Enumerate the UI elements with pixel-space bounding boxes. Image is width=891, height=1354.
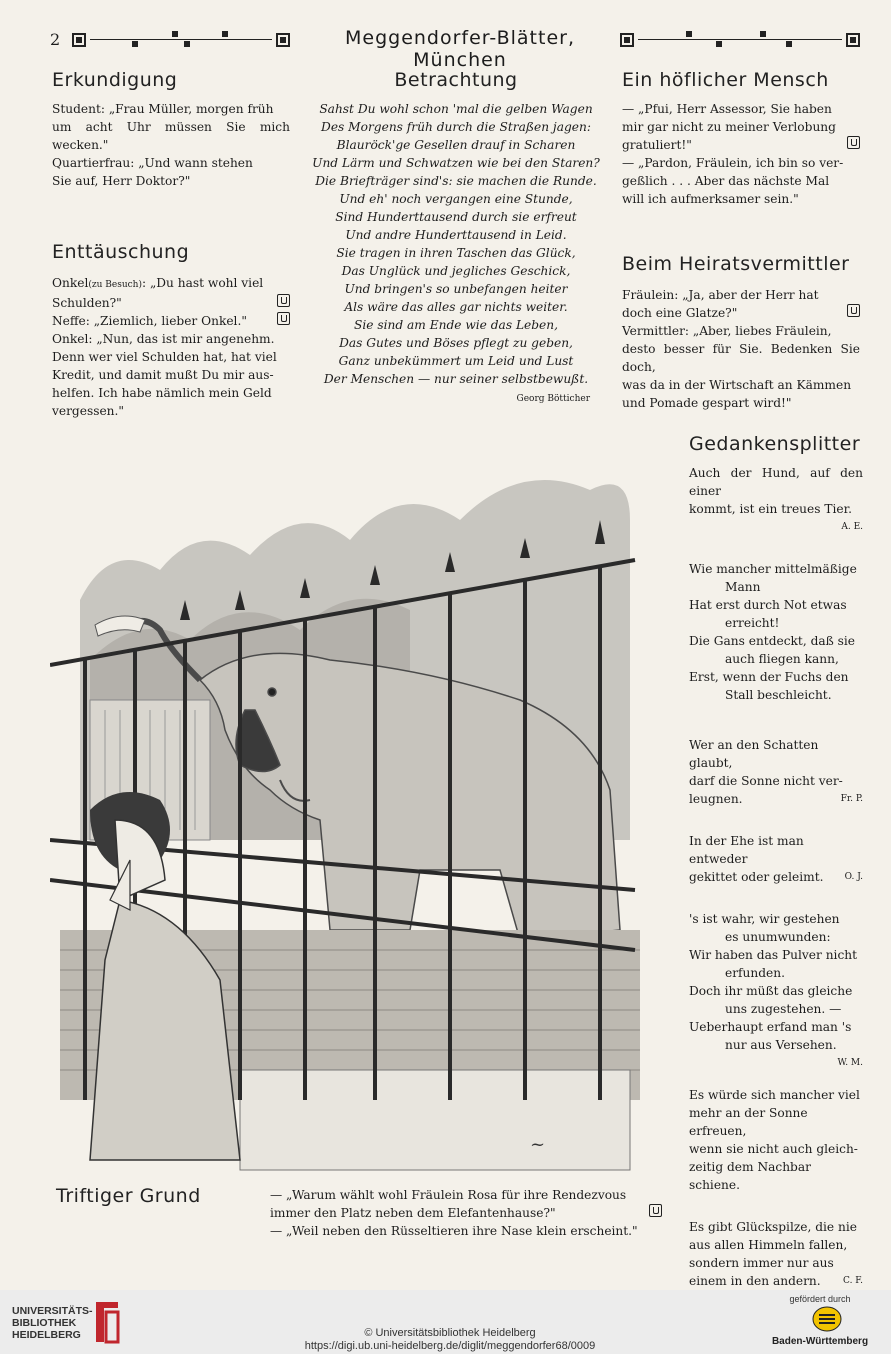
aphorism-1: Auch der Hund, auf den einer kommt, ist ein treues Tier. A. E.	[689, 466, 863, 532]
column-left	[52, 68, 290, 420]
aphorism-7: Es gibt Glückspilze, die nie aus allen Himmeln fallen, sondern immer nur aus einem in den andern. C. F.	[689, 1220, 863, 1288]
source-url-link[interactable]: https://digi.ub.uni-heidelberg.de/diglit/meggendorfer68/0009	[304, 1340, 596, 1352]
heading-heirat: Beim Heiratsvermittler	[622, 253, 850, 275]
magazine-title: Meggendorfer-Blätter, München	[345, 27, 575, 71]
fleuron-icon	[649, 1204, 662, 1217]
poem-author: Georg Bötticher	[516, 394, 590, 404]
fleuron-icon	[847, 136, 860, 149]
caption-text: — „Warum wählt wohl Fräulein Rosa für ihre Rendezvous immer den Platz neben dem Elefantenhause?" — „Weil neben den Rüsseltieren ihre Nase klein erscheint."	[270, 1186, 662, 1240]
column-right	[622, 68, 860, 412]
aphorism-5: 's ist wahr, wir gestehen es unumwunden: Wir haben das Pulver nicht erfunden. Doch ihr müßt das gleiche uns zugestehen. — Ueberhaupt erfand man 's nur aus Versehen. W. M.	[689, 912, 863, 1068]
text-heirat: Fräulein: „Ja, aber der Herr hat doch eine Glatze?" Vermittler: „Aber, liebes Fräulein, desto besser für Sie. Bedenken Sie doch, was da in der Wirtschaft an Kämmen und Pomade gespart wird!"	[622, 288, 860, 410]
page-number: 2	[50, 30, 61, 49]
aphorisms-column	[689, 432, 863, 1290]
state-name: Baden-Württemberg	[771, 1336, 869, 1347]
aphorism-4: In der Ehe ist man entweder gekittet oder geleimt. O. J.	[689, 834, 863, 884]
aphorism-6: Es würde sich mancher viel mehr an der Sonne erfreuen, wenn sie nicht auch gleich- zeitig dem Nachbar schiene.	[689, 1088, 860, 1192]
text-enttaeuschung: Onkel(zu Besuch): „Du hast wohl viel Schulden?" Neffe: „Ziemlich, lieber Onkel." Onkel: „Nun, das ist mir angenehm. Denn wer viel Schulden hat, hat viel Kredit, und damit mußt Du mir aus- helfen. Ich habe nämlich mein Geld vergessen."	[52, 274, 290, 420]
elephant-illustration	[50, 460, 660, 1180]
library-logo-icon	[92, 1298, 122, 1344]
heading-enttaeuschung: Enttäuschung	[52, 241, 190, 263]
text-erkundigung: Student: „Frau Müller, morgen früh um acht Uhr müssen Sie mich wecken." Quartierfrau: „Und wann stehen Sie auf, Herr Doktor?"	[52, 102, 290, 188]
heading-gedanken: Gedankensplitter	[689, 433, 861, 455]
aphorism-2: Wie mancher mittelmäßige Mann Hat erst durch Not etwas erreicht! Die Gans entdeckt, daß sie auch fliegen kann, Erst, wenn der Fuchs den Stall beschleicht.	[689, 562, 857, 702]
poem-betrachtung: Sahst Du wohl schon 'mal die gelben Wagen Des Morgens früh durch die Straßen jagen: Blauröck'ge Gesellen drauf in Scharen Und Lärm und Schwatzen wie bei den Staren? Die Briefträger sind's: sie machen die Runde. Und eh' noch vergangen eine Stunde, Sind Hunderttausend durch sie erfreut Und andre Hunderttausend in Leid. Sie tragen in ihren Taschen das Glück, Das Unglück und jegliches Geschick, Und bringen's so unbefangen heiter Als wäre das alles gar nichts weiter. Sie sind am Ende wie das Leben, Das Gutes und Böses pflegt zu geben, Ganz unbekümmert um Leid und Lust Der Menschen — nur seiner selbstbewußt.	[312, 102, 600, 386]
heading-hoeflich: Ein höflicher Mensch	[622, 69, 829, 91]
heading-erkundigung: Erkundigung	[52, 69, 178, 91]
fleuron-icon	[277, 312, 290, 325]
fleuron-icon	[277, 294, 290, 307]
column-middle	[304, 68, 608, 408]
heading-betrachtung: Betrachtung	[394, 69, 518, 91]
lady-figure	[90, 792, 240, 1160]
artist-signature: ~	[530, 1134, 546, 1155]
funded-by-label: gefördert durch	[789, 1294, 851, 1304]
fleuron-icon	[847, 304, 860, 317]
header-ornament-left	[72, 33, 290, 47]
library-logo-text: UNIVERSITÄTS- BIBLIOTHEK HEIDELBERG	[12, 1305, 93, 1341]
header-ornament-right	[620, 33, 860, 47]
caption-title: Triftiger Grund	[56, 1185, 201, 1207]
copyright-block: © Universitätsbibliothek Heidelberg https://digi.ub.uni-heidelberg.de/diglit/meggendorfer68/0009	[280, 1327, 620, 1353]
baden-wuerttemberg-seal-icon	[812, 1306, 842, 1332]
aphorism-3: Wer an den Schatten glaubt, darf die Sonne nicht ver- leugnen. Fr. P.	[689, 738, 863, 806]
text-hoeflich: — „Pfui, Herr Assessor, Sie haben mir gar nicht zu meiner Verlobung gratuliert!" — „Pardon, Fräulein, ich bin so ver- geßlich . . . Aber das nächste Mal will ich aufmerksamer sein."	[622, 100, 860, 208]
